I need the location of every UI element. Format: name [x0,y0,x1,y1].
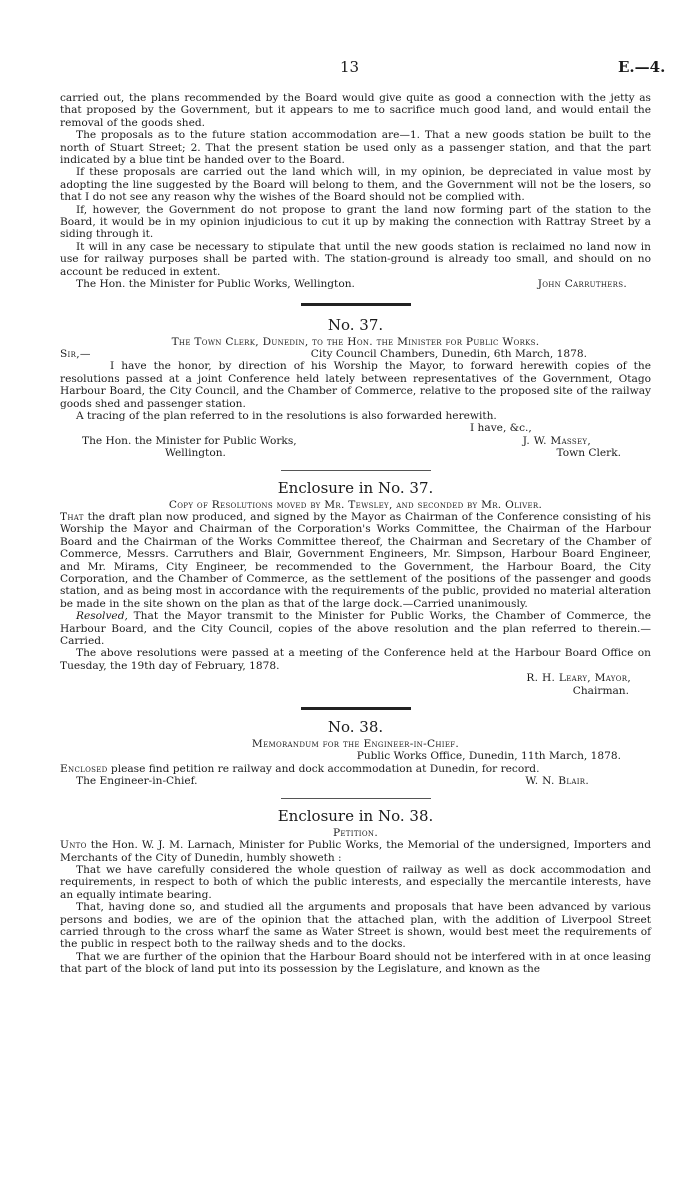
signature-row [60,447,651,459]
memo-title: No. 38. [327,718,384,737]
addressee: The Hon. the Minister for Public Works, [82,434,297,447]
petition-opening [60,839,651,864]
page-body [60,92,651,976]
resolution-text [60,511,651,610]
enclosure-title: Enclosure in No. 38. [277,806,434,825]
page-number: 13 [340,58,360,76]
resolved-lead: Resolved, [76,610,128,623]
addressee: The Hon. the Minister for Public Works, Wellington. [76,278,355,291]
resolution-body: the draft plan now produced, and signed by the Mayor as Chairman of the Conference consisting of his Worship the Mayor and Chairman of the Corporation's Works Committee, the Chairman of the Harbour Board and the Chairman of the Works Committee thereof, the Chairman and Secretary of the Chamber of Commerce, Messrs. Carruthers and Blair, Government Engineers, Mr. Simpson, Harbour Board Engineer, and Mr. Mirams, City Engineer, be recommended to the Government, the Harbour Board, the City Corporation, and the Chamber of Commerce, as the settlement of the positions of the passenger and goods station, and as being most in accordance with the requirements of the public, provided no material alteration be made in the site shown on the plan as that of the large dock.—Carried unanimously. [60,510,651,610]
memo-lead: Enclosed [60,762,108,775]
letter-no-37 [60,316,651,460]
signature: W. N. Blair. [525,775,589,788]
paragraph: If these proposals are carried out the land which will, in my opinion, be depreciated in value most by adopting the line suggested by the Board will belong to them, and the Government will not be the losers, so that I do not see any reason why the wishes of the Board should not be complied with. [60,166,651,204]
enclosure-subtitle: Copy of Resolutions moved by Mr. Tewsley, and seconded by Mr. Oliver. [168,498,543,511]
memo-text [60,763,651,775]
addressee: Wellington. [165,447,226,460]
memo-body: please find petition re railway and dock accommodation at Dunedin, for record. [110,762,540,775]
signature-row [60,435,651,447]
signer-title: Chairman. [572,684,629,697]
salutation-row [60,348,651,360]
paragraph: A tracing of the plan referred to in the resolutions is also forwarded herewith. [76,409,497,422]
petition-lead: Unto [60,839,87,852]
signature: John Carruthers. [537,278,627,291]
enclosure-no-37 [60,479,651,698]
addressee: The Engineer-in-Chief. [76,775,198,788]
letter-title: No. 37. [327,315,384,334]
resolution-lead: That [60,510,84,523]
letter-continuation [60,92,651,291]
signature-row [60,278,651,290]
place-date: Public Works Office, Dunedin, 11th March, 1878. [356,750,621,763]
paragraph: The above resolutions were passed at a meeting of the Conference held at the Harbour Board Office on Tuesday, the 19th day of February, 1878. [60,647,651,672]
salutation: Sir,— [60,347,91,360]
paragraph: I have the honor, by direction of his Worship the Mayor, to forward herewith copies of the resolutions passed at a joint Conference held lately between representatives of the Government, Otago Harbour Board, the City Council, and the Chamber of Commerce, relative to the proposed site of the railway goods shed and passenger station. [60,360,651,410]
paragraph: carried out, the plans recommended by the Board would give quite as good a connection with the jetty as that proposed by the Government, but it appears to me to sacrifice much good land, and would entail the removal of the goods shed. [60,92,651,129]
letter-subtitle: The Town Clerk, Dunedin, to the Hon. the Minister for Public Works. [171,335,540,348]
document-reference: E.—4. [618,58,666,76]
signer-name: R. H. Leary, Mayor, [526,672,631,685]
signature-row [60,775,651,787]
resolved-body: That the Mayor transmit to the Minister for Public Works, the Chamber of Commerce, the Harbour Board, and the City Council, copies of the above resolution and the plan referred to therein.—Carried. [60,610,651,648]
memo-subtitle: Memorandum for the Engineer-in-Chief. [251,738,460,751]
enclosure-title: Enclosure in No. 37. [277,478,434,497]
page-header [0,58,700,78]
paragraph: It will in any case be necessary to stipulate that until the new goods station is reclaimed no land now in use for railway purposes shall be parted with. The station-ground is already too small, and should on no account be reduced in extent. [60,240,651,278]
enclosure-subtitle: Petition. [332,826,379,839]
paragraph: The proposals as to the future station accommodation are—1. That a new goods station be built to the north of Stuart Street; 2. That the present station be used only as a passenger station, and that the part indicated by a blue tint be handed over to the Board. [60,129,651,167]
signer-name: J. W. Massey, [522,434,591,447]
petition-opening-body: the Hon. W. J. M. Larnach, Minister for Public Works, the Memorial of the undersigned, Importers and Merchants of the City of Dunedin, humbly showeth : [60,839,651,864]
paragraph: That, having done so, and studied all the arguments and proposals that have been advanced by various persons and bodies, we are of the opinion that the attached plan, with the addition of Liverpool Street carried through to the cross wharf the same as Water Street is shown, would best meet the requirements of the public in respect both to the railway sheds and to the docks. [60,901,651,951]
paragraph: That we have carefully considered the whole question of railway as well as dock accommodation and requirements, in respect to both of which the public interests, and especially the mercantile interests, have an equally intimate bearing. [60,863,651,901]
memo-no-38 [60,718,651,788]
enclosure-no-38 [60,807,651,976]
paragraph: If, however, the Government do not propose to grant the land now forming part of the station to the Board, it would be in my opinion injudicious to cut it up by making the connection with Rattray Street by a siding through it. [60,203,651,241]
closing: I have, &c., [470,422,532,435]
paragraph: That we are further of the opinion that the Harbour Board should not be interfered with in at once leasing that part of the block of land put into its possession by the Legislature, and known as the [60,950,651,976]
resolved-text [60,610,651,647]
signer-title: Town Clerk. [556,447,621,460]
place-date: City Council Chambers, Dunedin, 6th March, 1878. [310,347,587,360]
